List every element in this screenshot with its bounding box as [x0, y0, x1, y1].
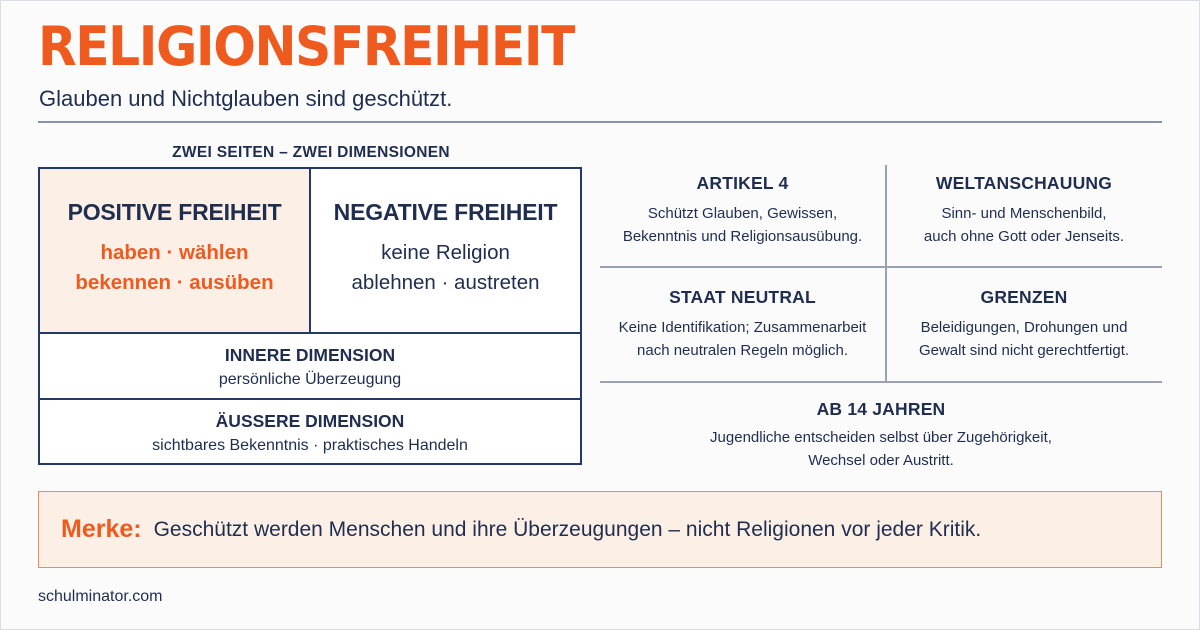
positive-freedom-line: bekennen · ausüben — [75, 271, 274, 294]
outer-dimension-row — [40, 398, 580, 463]
negative-freedom-line: ablehnen · austreten — [351, 271, 540, 294]
fact-text: Bekenntnis und Religionsausübung. — [622, 228, 863, 245]
fact-text: Jugendliche entscheiden selbst über Zugehörigkeit, — [710, 429, 1052, 446]
freedom-sides — [40, 169, 580, 332]
fact-text: Sinn- und Menschenbild, — [941, 205, 1107, 222]
grid-horizontal-divider — [600, 266, 1162, 268]
page-title: RELIGIONSFREIHEIT — [38, 15, 574, 78]
merke-label: Merke: — [61, 515, 142, 543]
negative-freedom-title: NEGATIVE FREIHEIT — [333, 199, 558, 225]
fact-text: Keine Identifikation; Zusammenarbeit — [618, 319, 867, 336]
grid-horizontal-divider — [600, 381, 1162, 383]
merke-box — [38, 491, 1162, 568]
fact-staat-neutral — [600, 287, 885, 362]
dimensions-diagram — [38, 167, 582, 465]
fact-text: Gewalt sind nicht gerechtfertigt. — [918, 342, 1130, 359]
dimensions-heading: ZWEI SEITEN – ZWEI DIMENSIONEN — [172, 144, 450, 161]
inner-dimension-text: persönliche Überzeugung — [218, 371, 402, 388]
inner-dimension-title: INNERE DIMENSION — [224, 345, 396, 365]
fact-text: auch ohne Gott oder Jenseits. — [923, 228, 1125, 245]
positive-freedom-cell — [40, 169, 311, 332]
fact-text: Wechsel oder Austritt. — [808, 452, 954, 469]
negative-freedom-line: keine Religion — [381, 241, 510, 264]
source-footer: schulminator.com — [38, 588, 163, 605]
fact-weltanschauung — [886, 173, 1162, 248]
fact-text: Beleidigungen, Drohungen und — [920, 319, 1128, 336]
positive-freedom-line: haben · wählen — [100, 241, 249, 264]
page-subtitle: Glauben und Nichtglauben sind geschützt. — [39, 86, 453, 111]
fact-title: STAAT NEUTRAL — [669, 287, 816, 307]
negative-freedom-cell — [311, 169, 580, 332]
fact-grenzen — [886, 287, 1162, 362]
fact-title: ARTIKEL 4 — [696, 173, 789, 193]
fact-title: GRENZEN — [980, 287, 1068, 307]
header-divider — [38, 121, 1162, 123]
outer-dimension-text: sichtbares Bekenntnis · praktisches Handeln — [152, 437, 468, 454]
fact-text: Schützt Glauben, Gewissen, — [647, 205, 838, 222]
inner-dimension-row — [40, 332, 580, 398]
positive-freedom-title: POSITIVE FREIHEIT — [67, 199, 282, 225]
fact-artikel-4 — [600, 173, 885, 248]
fact-title: WELTANSCHAUUNG — [935, 173, 1113, 193]
fact-text: nach neutralen Regeln möglich. — [637, 342, 848, 359]
outer-dimension-title: ÄUSSERE DIMENSION — [215, 411, 405, 431]
fact-ab-14-jahren — [600, 399, 1162, 472]
fact-title: AB 14 JAHREN — [816, 399, 946, 419]
merke-text: Geschützt werden Menschen und ihre Überzeugungen – nicht Religionen vor jeder Kritik. — [153, 517, 982, 541]
